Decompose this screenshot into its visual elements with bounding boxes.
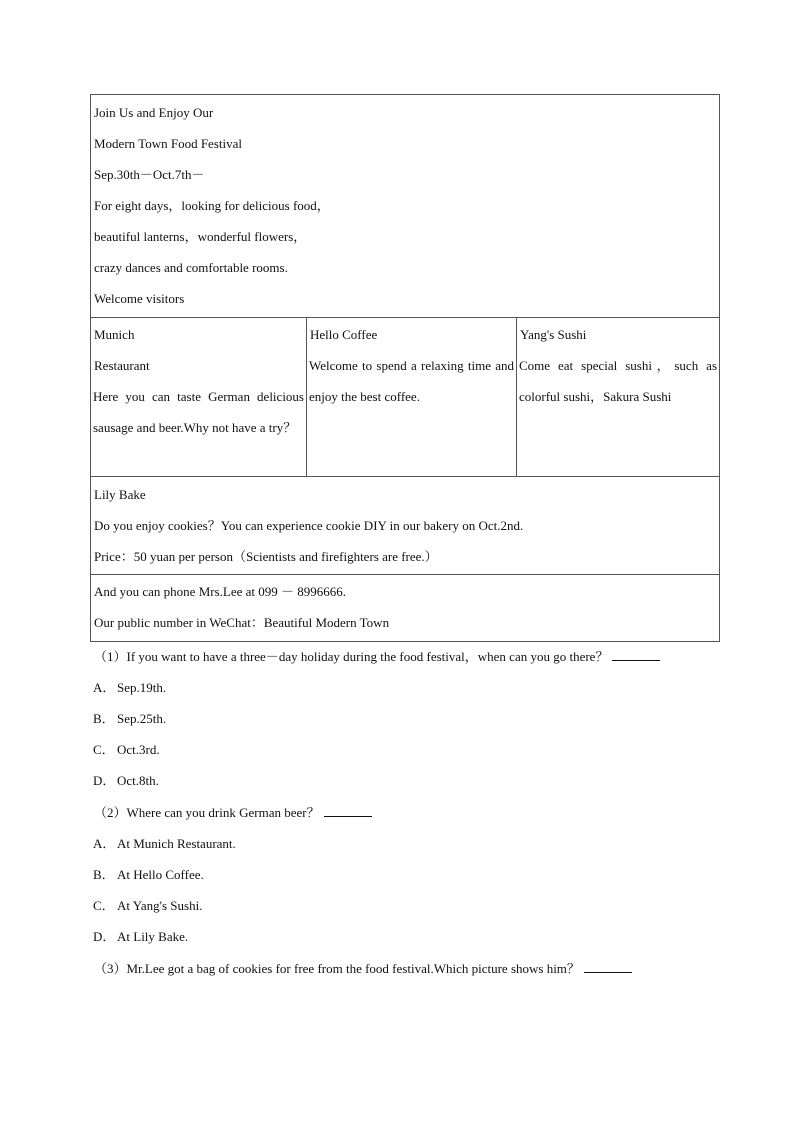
option-letter: C． <box>93 898 115 913</box>
option-letter: D． <box>93 929 116 944</box>
contact-phone-line: And you can phone Mrs.Lee at 099 － 8996666. <box>94 584 347 599</box>
question-2-option-b[interactable] <box>93 866 204 884</box>
option-text: Oct.3rd. <box>117 742 160 757</box>
lily-bake-box <box>90 476 720 575</box>
question-1-option-b[interactable] <box>93 710 166 728</box>
intro-line: Sep.30th－Oct.7th－ <box>94 167 205 182</box>
option-text: Oct.8th. <box>117 773 159 788</box>
question-2-option-d[interactable] <box>93 928 188 946</box>
munich-restaurant-cell <box>91 318 307 476</box>
question-1-option-d[interactable] <box>93 772 159 790</box>
munich-description: Here you can taste German delicious sausage and beer.Why not have a try？ <box>93 389 304 435</box>
option-letter: C． <box>93 742 115 757</box>
option-text: Sep.25th. <box>117 711 167 726</box>
option-letter: B． <box>93 867 115 882</box>
intro-line: For eight days，looking for delicious food， <box>94 198 330 213</box>
question-1-stem <box>94 648 660 666</box>
question-3-text: （3）Mr.Lee got a bag of cookies for free from the food festival.Which picture shows him？ <box>94 961 580 976</box>
question-3-stem <box>94 960 632 978</box>
lily-title: Lily Bake <box>94 487 146 502</box>
question-1-option-c[interactable] <box>93 741 160 759</box>
intro-line: crazy dances and comfortable rooms. <box>94 260 288 275</box>
question-1-text: （1）If you want to have a three－day holiday during the food festival，when can you go there？ <box>94 649 609 664</box>
restaurants-row <box>90 317 720 477</box>
option-text: At Lily Bake. <box>117 929 189 944</box>
lily-line1: Do you enjoy cookies？You can experience cookie DIY in our bakery on Oct.2nd. <box>94 518 524 533</box>
option-letter: A． <box>93 836 116 851</box>
option-text: At Munich Restaurant. <box>117 836 236 851</box>
coffee-title: Hello Coffee <box>310 327 378 342</box>
lily-price-line: Price：50 yuan per person（Scientists and firefighters are free.） <box>94 549 438 564</box>
question-2-option-a[interactable] <box>93 835 236 853</box>
question-2-stem <box>94 804 372 822</box>
sushi-description: Come eat special sushi，such as colorful sushi，Sakura Sushi <box>519 358 717 404</box>
option-letter: B． <box>93 711 115 726</box>
intro-line: beautiful lanterns，wonderful flowers， <box>94 229 307 244</box>
munich-title-line2: Restaurant <box>94 358 150 373</box>
option-text: At Hello Coffee. <box>117 867 204 882</box>
coffee-description: Welcome to spend a relaxing time and enjoy the best coffee. <box>309 358 514 404</box>
hello-coffee-cell <box>307 318 517 476</box>
answer-blank[interactable] <box>324 804 372 817</box>
sushi-title: Yang's Sushi <box>520 327 587 342</box>
option-text: At Yang's Sushi. <box>117 898 203 913</box>
contact-box <box>90 574 720 642</box>
option-letter: A． <box>93 680 116 695</box>
yangs-sushi-cell <box>517 318 719 476</box>
question-2-text: （2）Where can you drink German beer？ <box>94 805 320 820</box>
question-2-option-c[interactable] <box>93 897 202 915</box>
intro-line: Welcome visitors <box>94 291 185 306</box>
question-1-option-a[interactable] <box>93 679 166 697</box>
festival-intro-box <box>90 94 720 318</box>
answer-blank[interactable] <box>584 960 632 973</box>
contact-wechat-line: Our public number in WeChat：Beautiful Modern Town <box>94 615 390 630</box>
option-letter: D． <box>93 773 116 788</box>
intro-line: Join Us and Enjoy Our <box>94 105 214 120</box>
answer-blank[interactable] <box>612 648 660 661</box>
option-text: Sep.19th. <box>117 680 167 695</box>
intro-line: Modern Town Food Festival <box>94 136 242 151</box>
munich-title-line1: Munich <box>94 327 135 342</box>
